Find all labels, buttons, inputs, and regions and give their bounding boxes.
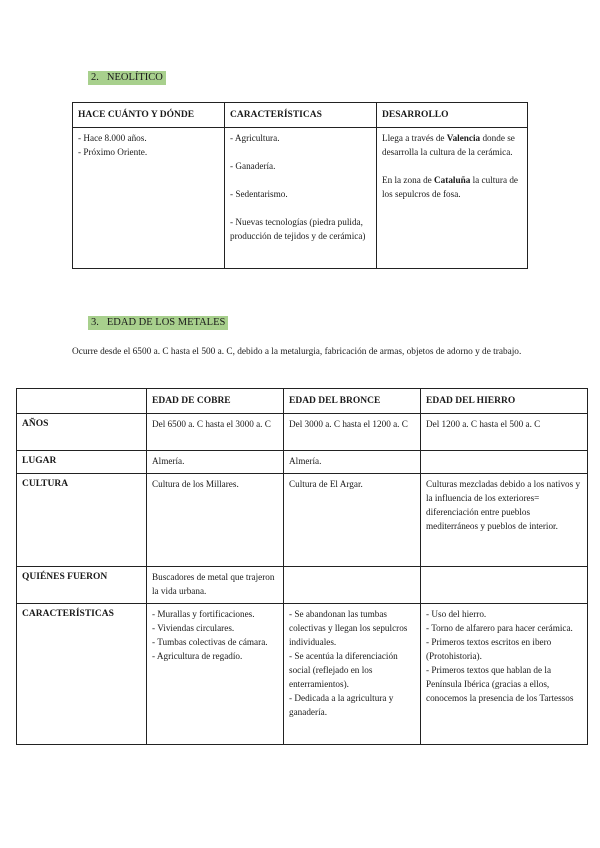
text: Llega a través de	[382, 133, 447, 143]
metales-table	[16, 388, 588, 745]
list-item: - Sedentarismo.	[230, 189, 288, 199]
header-cell: EDAD DE COBRE	[147, 389, 284, 414]
row-label: CULTURA	[17, 474, 147, 567]
header-cell: EDAD DEL BRONCE	[284, 389, 421, 414]
table-row	[17, 451, 588, 474]
section-title: EDAD DE LOS METALES	[106, 317, 226, 328]
text: donde se desarrolla la cultura de la cerámica.	[382, 133, 515, 157]
list-item: - Uso del hierro.	[426, 609, 487, 619]
table-row	[17, 474, 588, 567]
list-item: - Primeros textos que hablan de la Península Ibérica (gracias a ellos, conocemos la presencia de los Tartessos	[426, 665, 574, 703]
table-cell: Almería.	[147, 451, 284, 474]
table-cell: Del 6500 a. C hasta el 3000 a. C	[147, 414, 284, 451]
table-cell	[284, 604, 421, 745]
neolitico-table	[72, 102, 528, 269]
cuando-donde-cell	[73, 128, 225, 269]
table-cell	[421, 567, 588, 604]
list-item: - Ganadería.	[230, 161, 276, 171]
section-number: 2.	[91, 72, 99, 83]
bold-text: Cataluña	[434, 175, 471, 185]
table-cell: Cultura de los Millares.	[147, 474, 284, 567]
table-cell	[147, 604, 284, 745]
table-cell: Almería.	[284, 451, 421, 474]
text: En la zona de	[382, 175, 435, 185]
row-label: LUGAR	[17, 451, 147, 474]
list-item: - Se acentúa la diferenciación social (reflejado en los enterramientos).	[289, 651, 398, 689]
section-number: 3.	[91, 317, 99, 328]
table-cell: Cultura de El Argar.	[284, 474, 421, 567]
table-cell: Del 3000 a. C hasta el 1200 a. C	[284, 414, 421, 451]
metales-intro-paragraph: Ocurre desde el 6500 a. C hasta el 500 a. C, debido a la metalurgia, fabricación de armas, objetos de adorno y de trabajo.	[72, 347, 522, 357]
row-label: CARACTERÍSTICAS	[17, 604, 147, 745]
text: la cultura de los sepulcros de fosa.	[382, 175, 518, 199]
table-row	[17, 567, 588, 604]
list-item: - Tumbas colectivas de cámara.	[152, 637, 268, 647]
header-cell: EDAD DEL HIERRO	[421, 389, 588, 414]
table-row	[17, 414, 588, 451]
desarrollo-paragraph-1	[382, 131, 522, 159]
header-cell	[17, 389, 147, 414]
table-row	[73, 128, 528, 269]
list-item: - Murallas y fortificaciones.	[152, 609, 255, 619]
list-item: - Viviendas circulares.	[152, 623, 235, 633]
table-cell: Buscadores de metal que trajeron la vida urbana.	[147, 567, 284, 604]
row-label: AÑOS	[17, 414, 147, 451]
list-item: - Agricultura de regadío.	[152, 651, 243, 661]
caracteristicas-cell	[225, 128, 377, 269]
bold-text: Valencia	[446, 133, 481, 143]
section-heading-neolitico	[88, 71, 166, 85]
list-item: - Próximo Oriente.	[78, 147, 148, 157]
list-item: - Hace 8.000 años.	[78, 133, 147, 143]
table-header-row	[73, 103, 528, 128]
desarrollo-paragraph-2	[382, 173, 522, 201]
table-cell: Culturas mezcladas debido a los nativos y la influencia de los exteriores= diferenciación entre pueblos mediterráneos y pueblos de interior.	[421, 474, 588, 567]
table-cell	[421, 604, 588, 745]
header-cell: DESARROLLO	[377, 103, 528, 128]
list-item: - Nuevas tecnologías (piedra pulida, producción de tejidos y de cerámica)	[230, 217, 366, 241]
header-cell: CARACTERÍSTICAS	[225, 103, 377, 128]
table-cell	[284, 567, 421, 604]
row-label: QUIÉNES FUERON	[17, 567, 147, 604]
list-item: - Agricultura.	[230, 133, 280, 143]
table-cell	[421, 451, 588, 474]
header-cell: HACE CUÁNTO Y DÓNDE	[73, 103, 225, 128]
list-item: - Primeros textos escritos en ibero (Protohistoria).	[426, 637, 552, 661]
list-item: - Se abandonan las tumbas colectivas y llegan los sepulcros individuales.	[289, 609, 408, 647]
section-heading-metales	[88, 316, 228, 330]
section-title: NEOLÍTICO	[106, 72, 163, 83]
list-item: - Torno de alfarero para hacer cerámica.	[426, 623, 573, 633]
list-item: - Dedicada a la agricultura y ganadería.	[289, 693, 394, 717]
desarrollo-cell	[377, 128, 528, 269]
table-cell: Del 1200 a. C hasta el 500 a. C	[421, 414, 588, 451]
table-row	[17, 604, 588, 745]
table-header-row	[17, 389, 588, 414]
